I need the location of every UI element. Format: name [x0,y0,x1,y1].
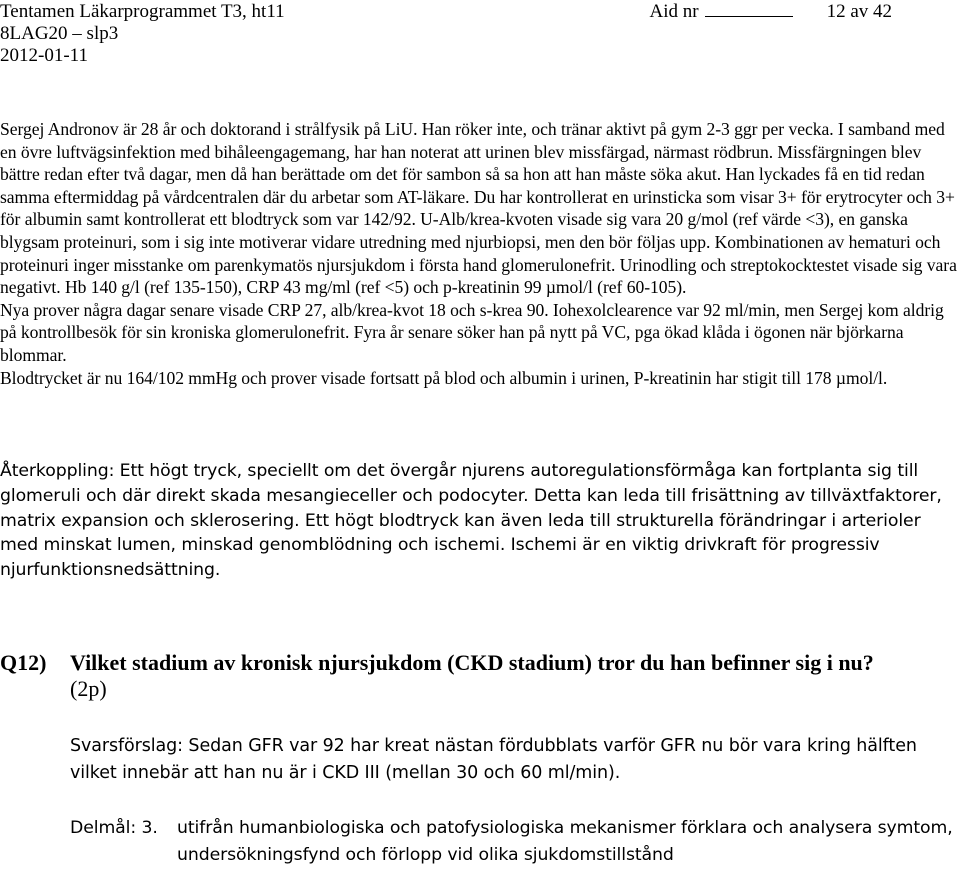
header-line-1 [0,0,960,22]
feedback-text: Återkoppling: Ett högt tryck, speciellt om det övergår njurens autoregulationsförmåga kan fortplanta sig till glomeruli och där direkt skada mesangieceller och podocyter. Detta kan leda till frisättning av tillväxtfaktorer, matrix expansion och sklerosering. Ett högt blodtryck kan även leda till strukturella förändringar i arterioler med minskat lumen, minskad genomblödning och ischemi. Ischemi är en viktig drivkraft för progressiv njurfunktionsnedsättning. [0,461,942,581]
aid-number-blank [705,1,793,17]
page-header [0,0,960,66]
question-title: Vilket stadium av kronisk njursjukdom (CKD stadium) tror du han befinner sig i nu? [70,650,874,675]
exam-date: 2012-01-11 [0,45,88,66]
goal-text: utifrån humanbiologiska och patofysiologiska mekanismer förklara och analysera symtom, undersökningsfynd och förlopp vid olika sjukdomstillstånd [177,818,953,865]
aid-and-page [649,0,892,24]
case-paragraph: Blodtrycket är nu 164/102 mmHg och prover visade fortsatt på blod och albumin i urinen, P-kreatinin har stigit till 178 µmol/l. [0,367,888,388]
case-paragraph: Sergej Andronov är 28 år och doktorand i strålfysik på LiU. Han röker inte, och tränar aktivt på gym 2-3 ggr per vecka. I samband med en övre luftvägsinfektion med bihåleengagemang, har han noterat att urinen blev missfärgad, närmast rödbrun. Missfärgningen blev bättre redan efter två dagar, men då han berättade om det för sambon så sa hon att han måste söka akut. Han lyckades få en tid redan samma eftermiddag på vårdcentralen där du arbetar som AT-läkare. Du har kontrollerat en urinsticka som visar 3+ för erytrocyter och 3+ för albumin samt kontrollerat ett blodtryck som var 142/92. U-Alb/krea-kvoten visade sig vara 20 g/mol (ref värde <3), en ganska blygsam proteinuri, som i sig inte motiverar vidare utredning med njurbiopsi, men den bör följas upp. Kombinationen av hematuri och proteinuri inger misstanke om parenkymatös njursjukdom i första hand glomerulonefrit. Urinodling och streptokocktestet visade sig vara negativt. Hb 140 g/l (ref 135-150), CRP 43 mg/ml (ref <5) och p-kreatinin 99 µmol/l (ref 60-105). [0,119,957,298]
exam-title: Tentamen Läkarprogrammet T3, ht11 [0,1,285,22]
question-text [70,650,958,702]
header-line-2 [0,22,960,44]
case-paragraph: Nya prover några dagar senare visade CRP 27, alb/krea-kvot 18 och s-krea 90. Iohexolclearence var 92 ml/min, men Sergej kom aldrig på kontrollbesök för sin kroniska glomerulonefrit. Fyra år senare söker han på nytt på VC, pga ökad klåda i ögonen när björkarna blommar. [0,299,944,365]
goal-label: Delmål: 3. [70,818,158,838]
header-line-3 [0,44,960,66]
case-description [0,118,958,389]
question-points: (2p) [70,676,107,701]
page-number: 12 av 42 [826,1,892,22]
aid-label: Aid nr [649,1,699,22]
answer-suggestion: Svarsförslag: Sedan GFR var 92 har kreat nästan fördubblats varför GFR nu bör vara kring hälften vilket innebär att han nu är i CKD III (mellan 30 och 60 ml/min). [70,736,917,783]
course-code: 8LAG20 – slp3 [0,23,119,44]
question-number: Q12) [0,650,47,675]
